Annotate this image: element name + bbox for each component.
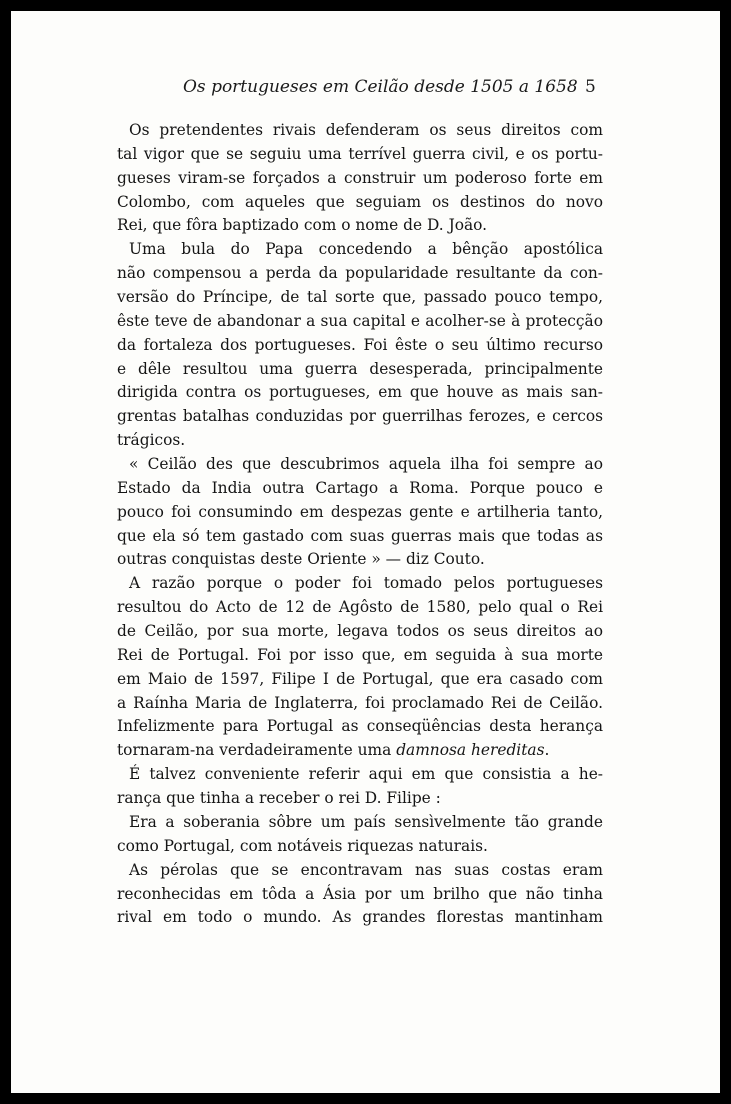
text-line: Era a soberania sôbre um país sensìvelmente tão grande xyxy=(129,812,603,831)
text-line: que ela só tem gastado com suas guerras mais que todas as xyxy=(117,526,603,545)
text-line: como Portugal, com notáveis riquezas naturais. xyxy=(117,836,488,855)
text-line: êste teve de abandonar a sua capital e acolher-se à protecção xyxy=(117,311,603,330)
text-line: É talvez conveniente referir aqui em que consistia a he- xyxy=(129,765,603,784)
text-line: e dêle resultou uma guerra desesperada, principalmente xyxy=(117,359,603,378)
text-line: Estado da India outra Cartago a Roma. Porque pouco e xyxy=(117,478,603,497)
page-number: 5 xyxy=(585,77,596,97)
text-line: resultou do Acto de 12 de Agôsto de 1580, pelo qual o Rei xyxy=(117,598,603,617)
body-text xyxy=(117,119,603,930)
text-line: tal vigor que se seguiu uma terrível guerra civil, e os portu- xyxy=(117,144,603,163)
text-line: dirigida contra os portugueses, em que houve as mais san- xyxy=(117,383,603,402)
text-line: grentas batalhas conduzidas por guerrilhas ferozes, e cercos xyxy=(117,407,603,426)
text-line: outras conquistas deste Oriente » — diz Couto. xyxy=(117,550,485,569)
text-line: a Raínha Maria de Inglaterra, foi proclamado Rei de Ceilão. xyxy=(117,693,603,712)
text-line: « Ceilão des que descubrimos aquela ilha foi sempre ao xyxy=(129,455,603,474)
text-line: As pérolas que se encontravam nas suas costas eram xyxy=(129,860,603,879)
running-title: Os portugueses em Ceilão desde 1505 a 1658 xyxy=(183,77,578,97)
text-line: da fortaleza dos portugueses. Foi êste o seu último recurso xyxy=(117,335,603,354)
text-line: em Maio de 1597, Filipe I de Portugal, que era casado com xyxy=(117,669,603,688)
text-line: gueses viram-se forçados a construir um poderoso forte em xyxy=(117,168,603,187)
text-line: rival em todo o mundo. As grandes florestas mantinham xyxy=(117,908,603,927)
text-line: Os pretendentes rivais defenderam os seus direitos com xyxy=(129,121,603,139)
text-line: não compensou a perda da popularidade resultante da con- xyxy=(117,264,603,283)
book-page xyxy=(11,11,720,1093)
text-line: Rei de Portugal. Foi por isso que, em seguida à sua morte xyxy=(117,645,603,664)
text-line: tornaram-na verdadeiramente uma damnosa hereditas. xyxy=(117,741,550,760)
text-line: A razão porque o poder foi tomado pelos portugueses xyxy=(129,574,603,593)
text-line: Infelizmente para Portugal as conseqüências desta herança xyxy=(117,717,603,736)
text-line: versão do Príncipe, de tal sorte que, passado pouco tempo, xyxy=(117,288,603,307)
text-line: rança que tinha a receber o rei D. Filipe : xyxy=(117,789,441,808)
text-line: Rei, que fôra baptizado com o nome de D. João. xyxy=(117,216,488,235)
text-line: pouco foi consumindo em despezas gente e artilheria tanto, xyxy=(117,502,603,521)
text-line: reconhecidas em tôda a Ásia por um brilho que não tinha xyxy=(117,884,603,903)
text-line: Colombo, com aqueles que seguiam os destinos do novo xyxy=(117,192,603,211)
text-line: trágicos. xyxy=(117,431,186,450)
text-line: Uma bula do Papa concedendo a bênção apostólica xyxy=(129,240,603,259)
text-line: de Ceilão, por sua morte, legava todos os seus direitos ao xyxy=(117,622,603,641)
